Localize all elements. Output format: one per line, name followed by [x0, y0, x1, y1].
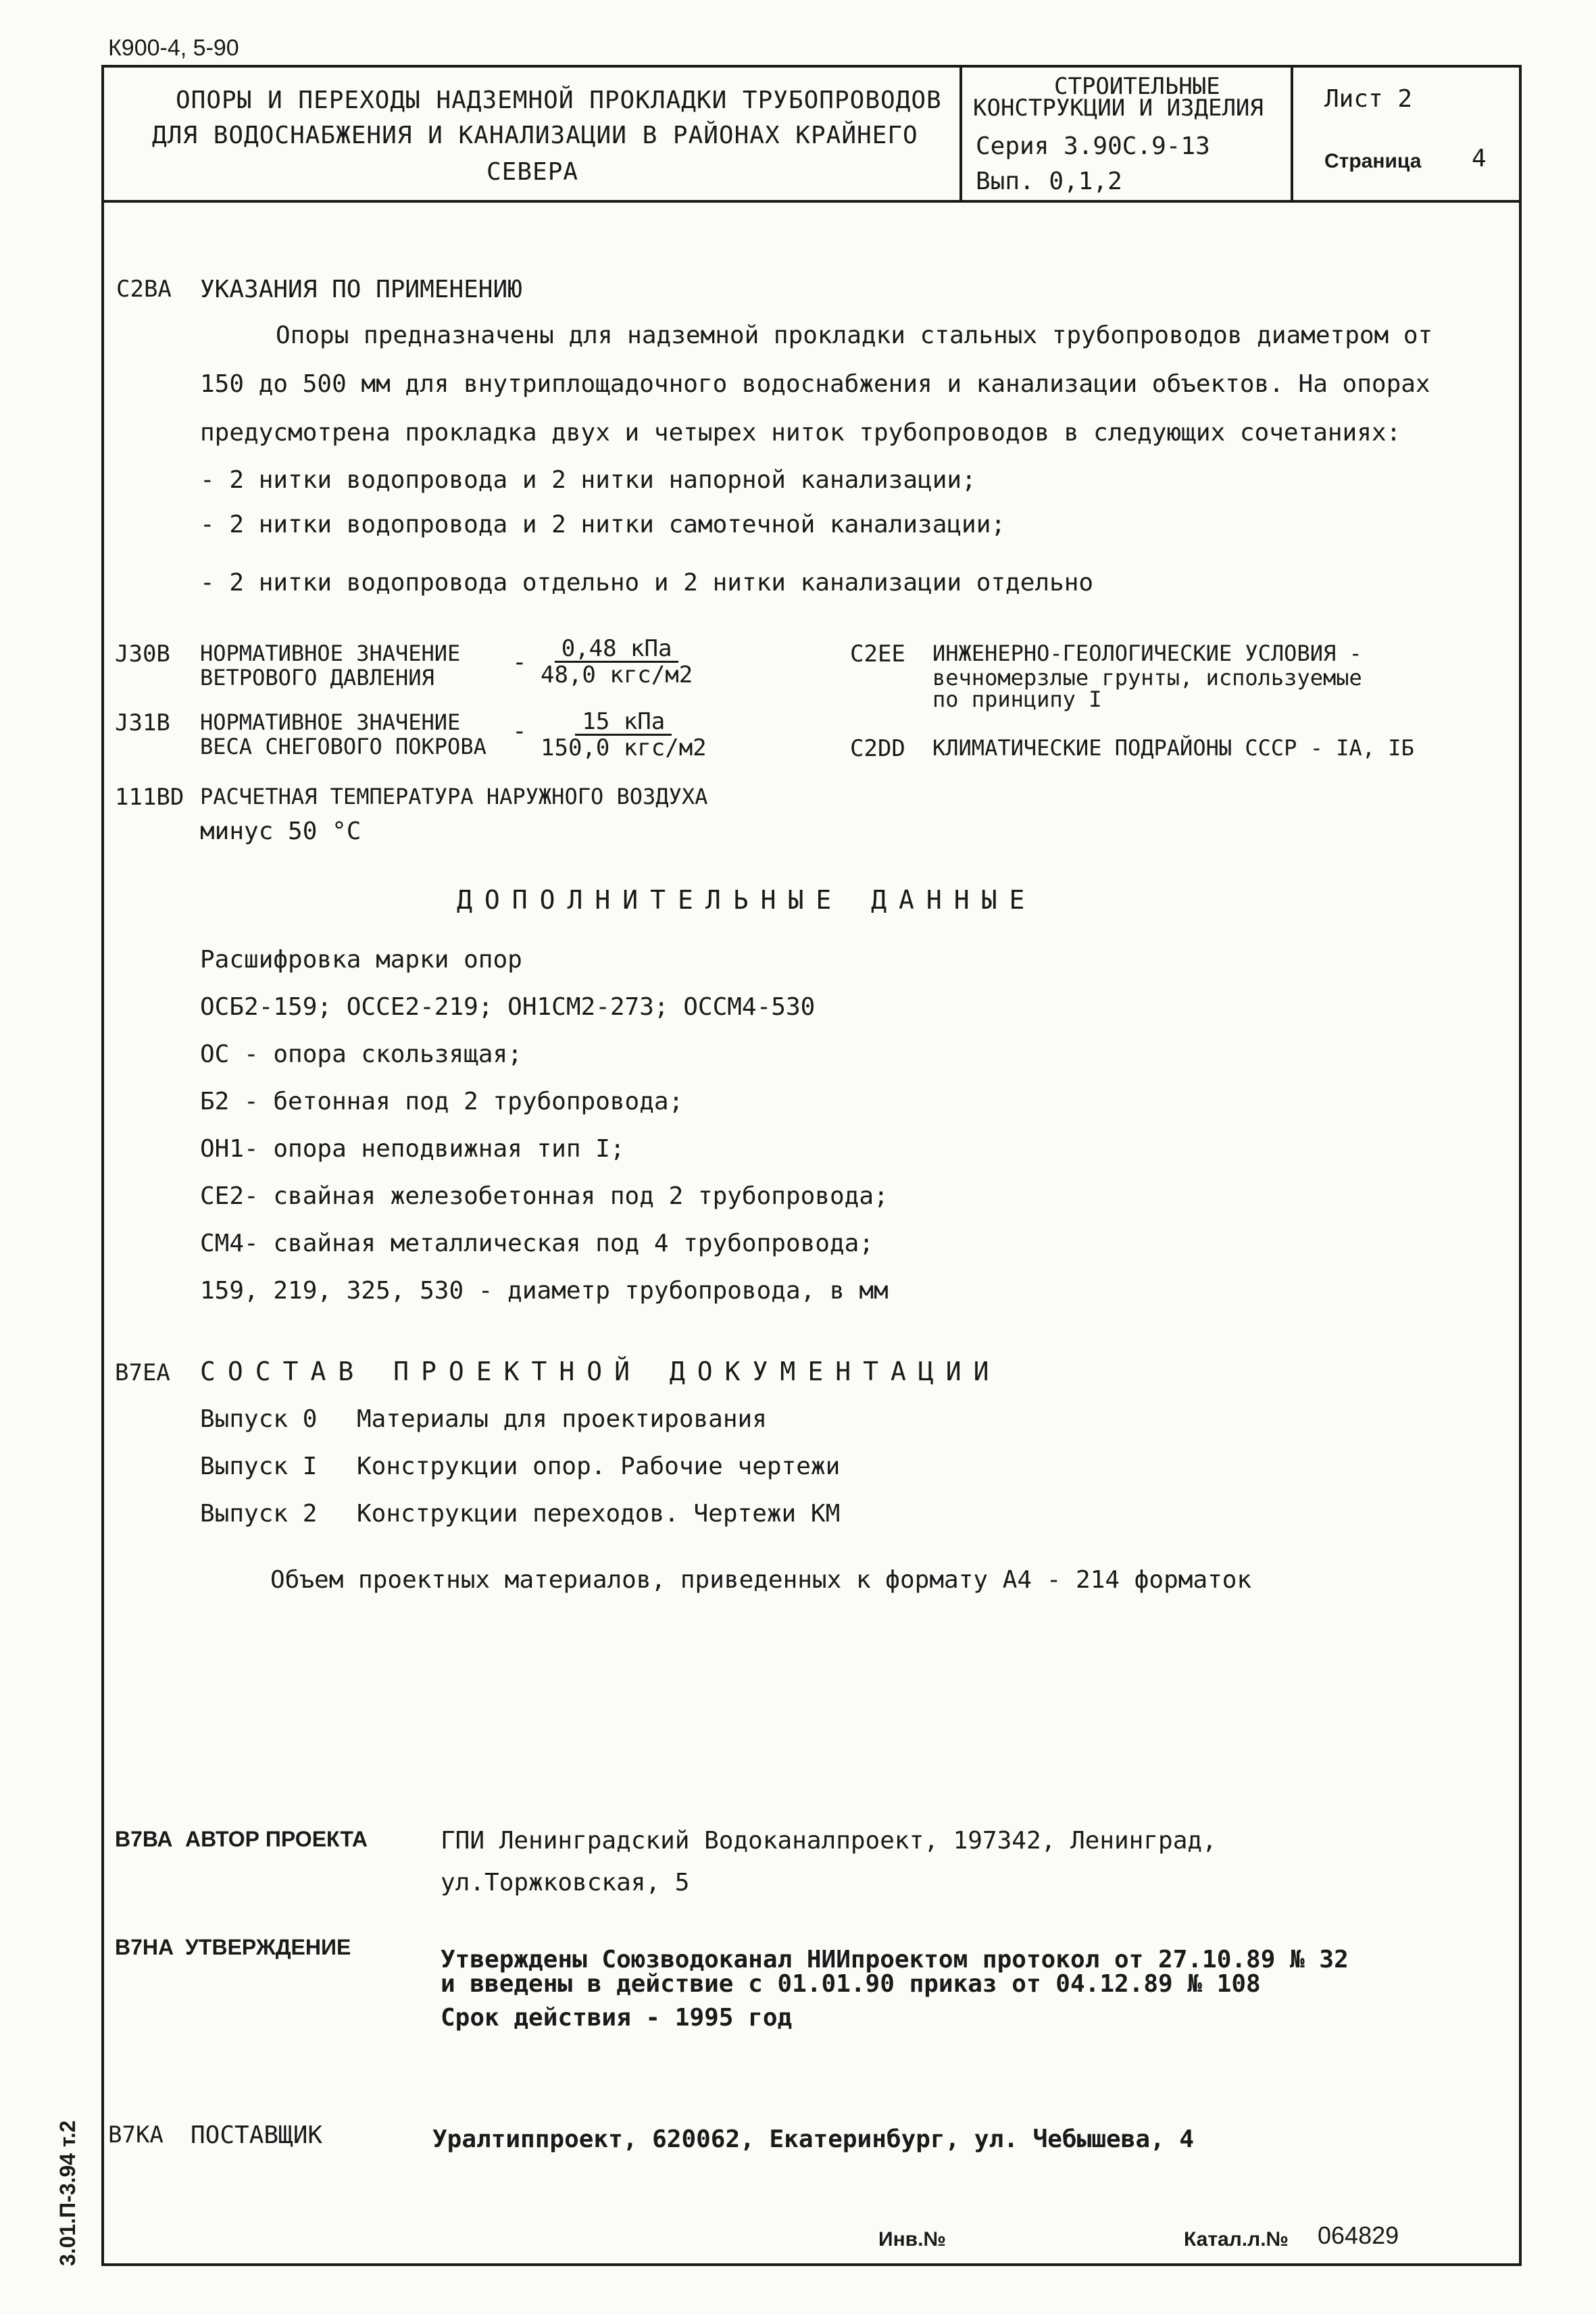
author-line-1: ГПИ Ленинградский Водоканалпроект, 197342, Ленинград,	[441, 1827, 1217, 1855]
header-title-line-3: СЕВЕРА	[487, 158, 579, 186]
header-issue: Вып. 0,1,2	[976, 168, 1122, 195]
author-code: В7ВА	[115, 1827, 173, 1851]
temp-value: минус 50 °С	[200, 818, 361, 845]
wind-code: J30В	[115, 640, 170, 668]
header-page-label: Страница	[1324, 150, 1422, 172]
application-line-6: - 2 нитки водопровода отдельно и 2 нитки канализации отдельно	[200, 569, 1094, 597]
footer-catalog-label: Катал.л.№	[1184, 2228, 1289, 2250]
additional-line-2: ОСБ2-159; ОССЕ2-219; ОН1СМ2-273; ОССМ4-530	[200, 993, 816, 1021]
additional-line-6: СЕ2- свайная железобетонная под 2 трубопровода;	[200, 1182, 889, 1210]
wind-label-line-2: ВЕТРОВОГО ДАВЛЕНИЯ	[200, 665, 434, 690]
documentation-issue-1-label: Выпуск 0	[200, 1405, 318, 1433]
snow-dash: -	[512, 718, 527, 745]
application-line-1: Опоры предназначены для надземной прокладки стальных трубопроводов диаметром от	[276, 322, 1433, 349]
application-line-3: предусмотрена прокладка двух и четырех ниток трубопроводов в следующих сочетаниях:	[200, 419, 1401, 447]
approval-code: В7НА	[115, 1935, 174, 1959]
additional-line-1: Расшифровка марки опор	[200, 946, 522, 974]
additional-title: ДОПОЛНИТЕЛЬНЫЕ ДАННЫЕ	[457, 885, 1037, 915]
footer-inv-label: Инв.№	[878, 2228, 946, 2250]
documentation-issue-2-label: Выпуск I	[200, 1453, 318, 1480]
approval-line-2: и введены в действие с 01.01.90 приказ от 04.12.89 № 108	[441, 1970, 1261, 1998]
supplier-code: В7КА	[108, 2121, 164, 2148]
header-category-line-1: СТРОИТЕЛЬНЫЕ	[1054, 73, 1220, 100]
wind-value-bottom: 48,0 кгс/м2	[541, 661, 693, 688]
application-line-5: - 2 нитки водопровода и 2 нитки самотечной канализации;	[200, 511, 1006, 538]
application-line-2: 150 до 500 мм для внутриплощадочного водоснабжения и канализации объектов. На опорах	[200, 370, 1430, 398]
documentation-issue-2-text: Конструкции опор. Рабочие чертежи	[357, 1453, 841, 1480]
header-page-number: 4	[1472, 145, 1487, 172]
documentation-code: В7ЕА	[115, 1359, 170, 1386]
additional-line-8: 159, 219, 325, 530 - диаметр трубопровода, в мм	[200, 1277, 889, 1305]
snow-code: J31В	[115, 709, 170, 736]
temp-label: РАСЧЕТНАЯ ТЕМПЕРАТУРА НАРУЖНОГО ВОЗДУХА	[200, 784, 708, 809]
author-line-2: ул.Торжковская, 5	[441, 1869, 690, 1896]
geology-line-1: ИНЖЕНЕРНО-ГЕОЛОГИЧЕСКИЕ УСЛОВИЯ -	[932, 640, 1362, 666]
wind-value	[541, 636, 693, 687]
application-code: С2ВА	[116, 276, 172, 303]
doc-code: К900-4, 5-90	[108, 35, 239, 61]
approval-line-1: Утверждены Союзводоканал НИИпроектом протокол от 27.10.89 № 32	[441, 1946, 1349, 1973]
documentation-issue-3-text: Конструкции переходов. Чертежи КМ	[357, 1500, 841, 1528]
wind-value-top: 0,48 кПа	[555, 636, 679, 663]
climate-code: С2DD	[850, 735, 905, 762]
header-divider-1	[959, 65, 962, 201]
additional-line-4: Б2 - бетонная под 2 трубопровода;	[200, 1088, 684, 1115]
application-title: УКАЗАНИЯ ПО ПРИМЕНЕНИЮ	[200, 276, 522, 303]
documentation-volume: Объем проектных материалов, приведенных к формату А4 - 214 форматок	[270, 1566, 1252, 1594]
temp-code: 111ВD	[115, 784, 184, 811]
documentation-issue-3-label: Выпуск 2	[200, 1500, 318, 1528]
additional-line-5: ОН1- опора неподвижная тип I;	[200, 1135, 625, 1163]
additional-line-7: СМ4- свайная металлическая под 4 трубопровода;	[200, 1230, 874, 1257]
additional-line-3: ОС - опора скользящая;	[200, 1040, 522, 1068]
header-category-line-2: КОНСТРУКЦИИ И ИЗДЕЛИЯ	[973, 95, 1264, 122]
approval-line-3: Срок действия - 1995 год	[441, 2004, 793, 2032]
snow-label-line-1: НОРМАТИВНОЕ ЗНАЧЕНИЕ	[200, 709, 461, 735]
documentation-issue-1-text: Материалы для проектирования	[357, 1405, 767, 1433]
header-bottom-rule	[101, 200, 1522, 203]
wind-dash: -	[512, 649, 527, 676]
snow-label-line-2: ВЕСА СНЕГОВОГО ПОКРОВА	[200, 734, 487, 759]
footer-catalog-number: 064829	[1318, 2221, 1399, 2249]
approval-label: УТВЕРЖДЕНИЕ	[185, 1935, 351, 1959]
header-divider-2	[1291, 65, 1293, 201]
snow-value-bottom: 150,0 кгс/м2	[541, 734, 707, 761]
header-series: Серия 3.90С.9-13	[976, 132, 1210, 160]
geology-line-2: вечномерзлые грунты, используемые	[932, 665, 1362, 690]
header-title-line-1: ОПОРЫ И ПЕРЕХОДЫ НАДЗЕМНОЙ ПРОКЛАДКИ ТРУБОПРОВОДОВ	[176, 86, 942, 114]
supplier-label: ПОСТАВЩИК	[191, 2121, 323, 2149]
application-line-4: - 2 нитки водопровода и 2 нитки напорной канализации;	[200, 466, 976, 494]
wind-label-line-1: НОРМАТИВНОЕ ЗНАЧЕНИЕ	[200, 640, 461, 666]
header-title-line-2: ДЛЯ ВОДОСНАБЖЕНИЯ И КАНАЛИЗАЦИИ В РАЙОНАХ КРАЙНЕГО	[152, 122, 918, 149]
side-code: 3.01.П-3.94 т.2	[55, 2120, 80, 2266]
geology-code: С2ЕЕ	[850, 640, 905, 668]
header-sheet: Лист 2	[1324, 85, 1413, 113]
documentation-title: СОСТАВ ПРОЕКТНОЙ ДОКУМЕНТАЦИИ	[200, 1357, 1001, 1386]
climate-text: КЛИМАТИЧЕСКИЕ ПОДРАЙОНЫ СССР - IА, IБ	[932, 735, 1414, 761]
geology-line-3: по принципу I	[932, 686, 1102, 712]
snow-value-top: 15 кПа	[575, 709, 672, 736]
snow-value	[541, 709, 707, 760]
supplier-text: Уралтиппроект, 620062, Екатеринбург, ул. Чебышева, 4	[432, 2126, 1195, 2153]
author-label: АВТОР ПРОЕКТА	[185, 1827, 368, 1851]
